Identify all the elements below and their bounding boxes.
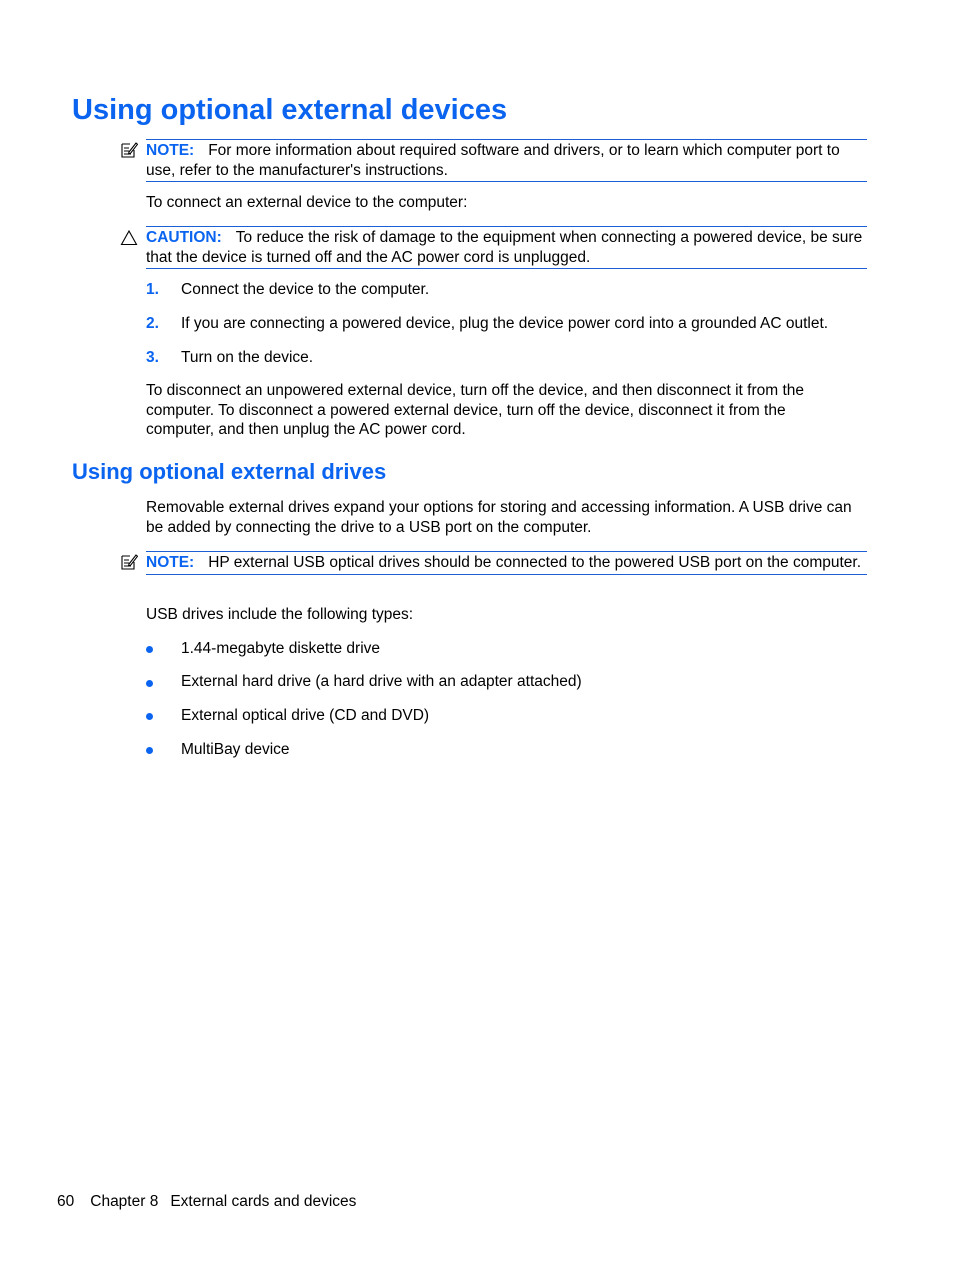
bullet-icon <box>146 747 153 754</box>
page-footer <box>57 1192 372 1212</box>
page-number: 60 <box>57 1193 75 1210</box>
list-item: 1.44-megabyte diskette drive <box>181 640 381 657</box>
list-item: External hard drive (a hard drive with an adapter attached) <box>181 673 582 690</box>
chapter-label: Chapter 8 <box>90 1193 159 1210</box>
drives-intro-paragraph: Removable external drives expand your options for storing and accessing information. A USB drive can be added by connecting the drive to a USB port on the computer. <box>146 499 852 536</box>
note-callout <box>146 551 867 575</box>
bullet-icon <box>146 680 153 687</box>
chapter-title: External cards and devices <box>170 1193 357 1210</box>
step-number: 3. <box>146 349 159 366</box>
disconnect-paragraph: To disconnect an unpowered external device, turn off the device, and then disconnect it from the computer. To disconnect a powered external device, turn off the device, disconnect it from the computer, and then unplug the AC power cord. <box>146 382 805 439</box>
list-item: External optical drive (CD and DVD) <box>181 707 430 724</box>
note-label: NOTE: <box>146 142 195 159</box>
note-label: NOTE: <box>146 554 195 571</box>
step-text: If you are connecting a powered device, plug the device power cord into a grounded AC outlet. <box>181 315 829 332</box>
step-number: 2. <box>146 315 159 332</box>
bullet-icon <box>146 646 153 653</box>
note-pencil-icon <box>120 141 138 159</box>
caution-text: To reduce the risk of damage to the equipment when connecting a powered device, be sure that the device is turned off and the AC power cord is unplugged. <box>146 229 863 266</box>
caution-triangle-icon <box>120 229 138 247</box>
connect-intro: To connect an external device to the computer: <box>146 194 468 211</box>
section-heading: Using optional external drives <box>72 459 387 484</box>
note-pencil-icon <box>120 553 138 571</box>
step-number: 1. <box>146 281 159 298</box>
step-text: Turn on the device. <box>181 349 314 366</box>
note-text: For more information about required software and drivers, or to learn which computer port to use, refer to the manufacturer's instructions. <box>146 142 840 179</box>
caution-label: CAUTION: <box>146 229 222 246</box>
step-text: Connect the device to the computer. <box>181 281 430 298</box>
note-callout <box>146 139 867 182</box>
bullet-icon <box>146 713 153 720</box>
list-item: MultiBay device <box>181 741 290 758</box>
usb-intro: USB drives include the following types: <box>146 606 414 623</box>
note-text: HP external USB optical drives should be connected to the powered USB port on the computer. <box>208 554 862 571</box>
page-title: Using optional external devices <box>72 94 508 126</box>
caution-callout <box>146 226 867 269</box>
